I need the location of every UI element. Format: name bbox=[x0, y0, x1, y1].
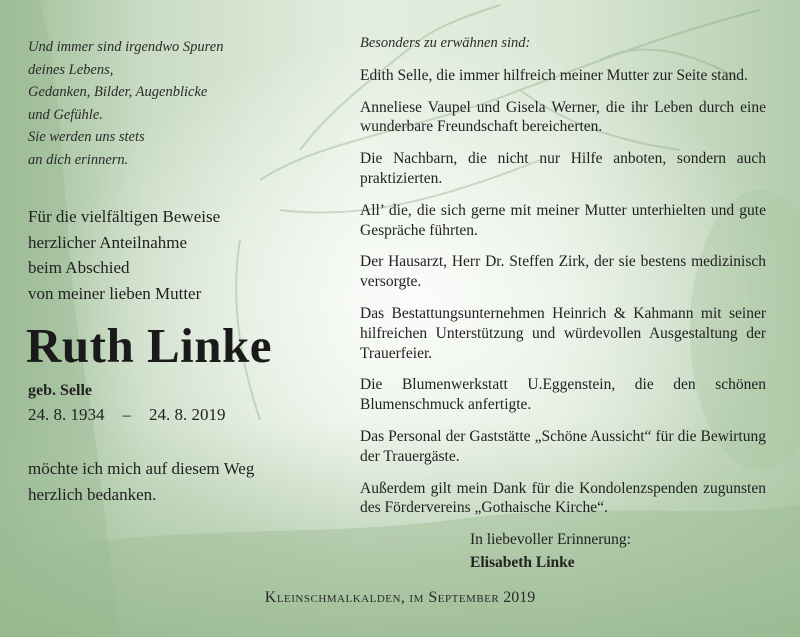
death-date: 24. 8. 2019 bbox=[149, 405, 226, 424]
intro-line: herzlicher Anteilnahme bbox=[28, 232, 188, 252]
mentions-column bbox=[360, 34, 766, 530]
mention-paragraph: Die Nachbarn, die nicht nur Hilfe anboten, sondern auch praktizierten. bbox=[360, 150, 766, 187]
poem-line: Gedanken, Bilder, Augenblicke bbox=[28, 84, 208, 100]
mention-paragraph: Das Personal der Gaststätte „Schöne Aussicht“ für die Bewirtung der Trauergäste. bbox=[360, 427, 766, 465]
mention-paragraph: Außerdem gilt mein Dank für die Kondolenzspenden zugunsten des Fördervereins „Gothaische Kirche“. bbox=[360, 479, 766, 517]
poem-line: deines Lebens, bbox=[28, 61, 114, 78]
poem-line: Und immer sind irgendwo Spuren bbox=[28, 39, 224, 55]
poem-line: und Gefühle. bbox=[28, 106, 103, 123]
closing-phrase: In liebevoller Erinnerung: bbox=[470, 531, 631, 548]
footer-year: 2019 bbox=[503, 589, 536, 606]
life-dates bbox=[28, 405, 226, 425]
date-dash: – bbox=[122, 405, 131, 424]
thanks-line: möchte ich mich auf diesem Weg bbox=[28, 459, 255, 478]
mention-paragraph: Der Hausarzt, Herr Dr. Steffen Zirk, der sie bestens medizinisch versorgte. bbox=[360, 253, 766, 291]
intro-text bbox=[28, 204, 358, 306]
signer-name: Elisabeth Linke bbox=[470, 554, 575, 571]
thanks-line: herzlich bedanken. bbox=[28, 484, 157, 504]
maiden-name: geb. Selle bbox=[28, 382, 92, 399]
mention-paragraph: Edith Selle, die immer hilfreich meiner Mutter zur Seite stand. bbox=[360, 66, 748, 84]
birth-date: 24. 8. 1934 bbox=[28, 405, 105, 424]
poem-line: an dich erinnern. bbox=[28, 151, 129, 168]
mentions-heading: Besonders zu erwähnen sind: bbox=[360, 35, 531, 51]
poem bbox=[28, 36, 328, 171]
intro-line: beim Abschied bbox=[28, 258, 130, 277]
poem-line: Sie werden uns stets bbox=[28, 129, 145, 145]
mention-paragraph: Das Bestattungsunternehmen Heinrich & Kahmann mit seiner hilfreichen Unterstützung und würdevollen Ausgestaltung der Trauerfeier. bbox=[360, 304, 766, 362]
footer-month: im September bbox=[409, 589, 500, 606]
mention-paragraph: Anneliese Vaupel und Gisela Werner, die ihr Leben durch eine wunderbare Freundschaft bereicherten. bbox=[360, 98, 766, 136]
thanks-text bbox=[28, 456, 358, 507]
deceased-name: Ruth Linke bbox=[26, 318, 273, 373]
intro-line: von meiner lieben Mutter bbox=[28, 283, 202, 303]
footer-place: Kleinschmalkalden, bbox=[264, 589, 406, 606]
mention-paragraph: All’ die, die sich gerne mit meiner Mutter unterhielten und gute Gespräche führten. bbox=[360, 201, 766, 239]
closing-block bbox=[470, 528, 730, 574]
mention-paragraph: Die Blumenwerkstatt U.Eggenstein, die den schönen Blumenschmuck anfertigte. bbox=[360, 376, 766, 414]
intro-line: Für die vielfältigen Beweise bbox=[28, 207, 221, 226]
footer-place-date bbox=[0, 589, 800, 607]
